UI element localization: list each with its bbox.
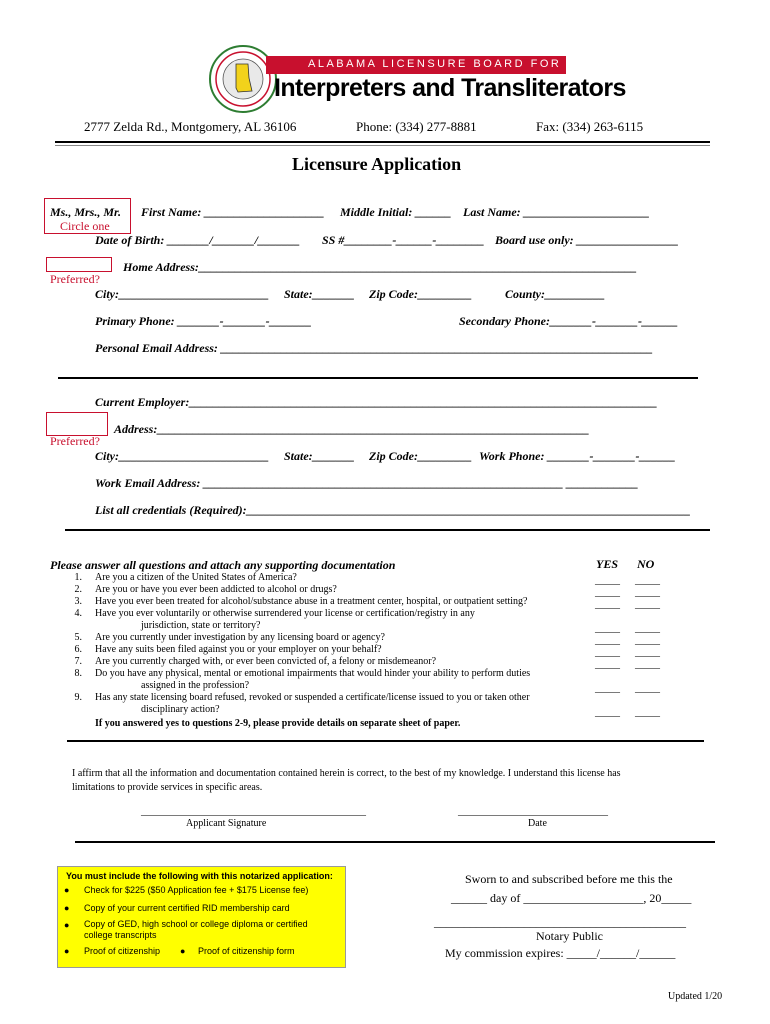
notary-public-label: Notary Public <box>536 929 603 943</box>
answer-yes-blank[interactable]: _____ <box>595 635 620 646</box>
header-rule <box>55 141 710 143</box>
seal-icon <box>208 44 278 114</box>
question-text: Are you or have you ever been addicted to alcohol or drugs? <box>95 584 337 595</box>
logo <box>208 44 626 114</box>
signature-label: Applicant Signature <box>186 818 267 829</box>
question-text: Have you ever voluntarily or otherwise surrendered your license or certification/registry in any <box>95 608 475 619</box>
question-number: 5. <box>74 632 82 643</box>
questions-footnote: If you answered yes to questions 2-9, please provide details on separate sheet of paper. <box>95 718 461 729</box>
work-state-field[interactable]: State:_______ <box>284 449 355 463</box>
header-rule-thin <box>55 145 710 146</box>
board-use-field: Board use only: _________________ <box>495 233 679 247</box>
question-text: Are you currently under investigation by any licensing board or agency? <box>95 632 385 643</box>
credentials-field[interactable]: List all credentials (Required):__________________________________________________________________________ <box>95 503 691 517</box>
answer-no-blank[interactable]: _____ <box>635 575 660 586</box>
logo-subtitle: ALABAMA LICENSURE BOARD FOR <box>308 58 562 70</box>
question-text: disciplinary action? <box>141 704 220 715</box>
work-email-field[interactable]: Work Email Address: ____________________________________________________________ ____________ <box>95 476 639 490</box>
questions-heading: Please answer all questions and attach any supporting documentation <box>50 558 396 572</box>
answer-no-blank[interactable]: _____ <box>635 647 660 658</box>
circle-one-hint: Circle one <box>60 219 110 233</box>
first-name-field[interactable]: First Name: ____________________ <box>141 205 325 219</box>
affirmation-line-1: I affirm that all the information and documentation contained herein is correct, to the best of my knowledge. I understand this license has <box>72 768 621 779</box>
question-number: 2. <box>74 584 82 595</box>
updated-text: Updated 1/20 <box>668 991 723 1002</box>
question-text: Have any suits been filed against you or your employer on your behalf? <box>95 644 382 655</box>
phone-text: Phone: (334) 277-8881 <box>356 119 477 134</box>
ssn-field[interactable]: SS #________-______-________ <box>322 233 485 247</box>
preferred-label-work: Preferred? <box>50 434 100 448</box>
notice-item: Copy of GED, high school or college diploma or certified <box>84 919 308 929</box>
notice-item: Check for $225 ($50 Application fee + $175 License fee) <box>84 885 309 895</box>
date-label: Date <box>528 818 547 829</box>
answer-yes-blank[interactable]: _____ <box>595 647 620 658</box>
question-number: 3. <box>74 596 82 607</box>
answer-yes-blank[interactable]: _____ <box>595 575 620 586</box>
work-address-field[interactable]: Address:________________________________________________________________________ <box>114 422 590 436</box>
question-text: Have you ever been treated for alcohol/substance abuse in a treatment center, hospital, or outpatient setting? <box>95 596 528 607</box>
answer-yes-blank[interactable]: _____ <box>595 599 620 610</box>
question-text: Are you a citizen of the United States of America? <box>95 572 297 583</box>
question-text: Do you have any physical, mental or emotional impairments that would hinder your ability to perform duties <box>95 668 531 679</box>
work-phone-field[interactable]: Work Phone: _______-_______-______ <box>479 449 676 463</box>
section-rule <box>67 740 704 742</box>
section-rule <box>58 377 698 379</box>
fax-text: Fax: (334) 263-6115 <box>536 119 644 134</box>
question-number: 9. <box>74 692 82 703</box>
no-header: NO <box>637 557 655 571</box>
answer-no-blank[interactable]: _____ <box>635 635 660 646</box>
notary-sign-line[interactable]: __________________________________________ <box>434 915 686 929</box>
personal-email-field[interactable]: Personal Email Address: ________________________________________________________________________ <box>95 341 653 355</box>
dob-field[interactable]: Date of Birth: _______/_______/_______ <box>95 233 301 247</box>
home-address-field[interactable]: Home Address:_________________________________________________________________________ <box>123 260 637 274</box>
answer-no-blank[interactable]: _____ <box>635 683 660 694</box>
zip-field[interactable]: Zip Code:_________ <box>369 287 472 301</box>
question-number: 6. <box>74 644 82 655</box>
answer-no-blank[interactable]: _____ <box>635 599 660 610</box>
notary-day-line[interactable]: ______ day of ____________________, 20_____ <box>451 891 692 905</box>
question-number: 1. <box>74 572 82 583</box>
work-zip-field[interactable]: Zip Code:_________ <box>369 449 472 463</box>
section-rule <box>65 529 710 531</box>
requirements-notice: You must include the following with this notarized application: ● Check for $225 ($50 Application fee + $175 License fee) ● Copy of your current certified RID membership card ● Copy of GED, high school or college diploma or certified college transcripts ● Proof of citizenship ● Proof of citizenship form <box>57 866 346 968</box>
answer-yes-blank[interactable]: _____ <box>595 587 620 598</box>
answer-yes-blank[interactable]: _____ <box>595 623 620 634</box>
answer-no-blank[interactable]: _____ <box>635 587 660 598</box>
middle-initial-field[interactable]: Middle Initial: ______ <box>340 205 452 219</box>
notice-item: Proof of citizenship <box>84 946 161 956</box>
question-number: 8. <box>74 668 82 679</box>
question-text: Has any state licensing board refused, revoked or suspended a certificate/license issued to you or taken other <box>95 692 530 703</box>
notary-commission-field[interactable]: My commission expires: _____/______/______ <box>445 946 676 960</box>
last-name-field[interactable]: Last Name: _____________________ <box>463 205 650 219</box>
county-field[interactable]: County:__________ <box>505 287 606 301</box>
section-rule <box>75 841 715 843</box>
answer-no-blank[interactable]: _____ <box>635 623 660 634</box>
work-city-field[interactable]: City:_________________________ <box>95 449 269 463</box>
answer-no-blank[interactable]: _____ <box>635 707 660 718</box>
state-field[interactable]: State:_______ <box>284 287 355 301</box>
notary-sworn-text: Sworn to and subscribed before me this the <box>465 872 673 886</box>
notice-item: Proof of citizenship form <box>198 946 295 956</box>
yes-header: YES <box>596 557 619 571</box>
answer-yes-blank[interactable]: _____ <box>595 683 620 694</box>
logo-title: Interpreters and Transliterators <box>274 74 626 102</box>
question-text: assigned in the profession? <box>141 680 250 691</box>
primary-phone-field[interactable]: Primary Phone: _______-_______-_______ <box>95 314 312 328</box>
current-employer-field[interactable]: Current Employer:______________________________________________________________________________ <box>95 395 658 409</box>
question-text: Are you currently charged with, or ever been convicted of, a felony or misdemeanor? <box>95 656 437 667</box>
affirmation-line-2: limitations to provide services in specific areas. <box>72 782 263 793</box>
preferred-checkbox-home[interactable] <box>46 257 112 272</box>
city-field[interactable]: City:_________________________ <box>95 287 269 301</box>
signature-line[interactable]: _____________________________________________ <box>141 806 366 817</box>
answer-no-blank[interactable]: _____ <box>635 659 660 670</box>
question-number: 4. <box>74 608 82 619</box>
answer-yes-blank[interactable]: _____ <box>595 707 620 718</box>
date-line[interactable]: ______________________________ <box>458 806 608 817</box>
preferred-label-home: Preferred? <box>50 272 100 286</box>
question-text: jurisdiction, state or territory? <box>141 620 261 631</box>
notice-item: Copy of your current certified RID membership card <box>84 903 290 913</box>
secondary-phone-field[interactable]: Secondary Phone:_______-_______-______ <box>459 314 678 328</box>
question-number: 7. <box>74 656 82 667</box>
answer-yes-blank[interactable]: _____ <box>595 659 620 670</box>
notice-heading: You must include the following with this notarized application: <box>66 871 333 881</box>
preferred-checkbox-work[interactable] <box>46 412 108 436</box>
salutation-label: Ms., Mrs., Mr. <box>50 205 122 219</box>
notice-item: college transcripts <box>84 930 157 940</box>
page-title: Licensure Application <box>292 154 462 174</box>
address-text: 2777 Zelda Rd., Montgomery, AL 36106 <box>84 119 297 134</box>
